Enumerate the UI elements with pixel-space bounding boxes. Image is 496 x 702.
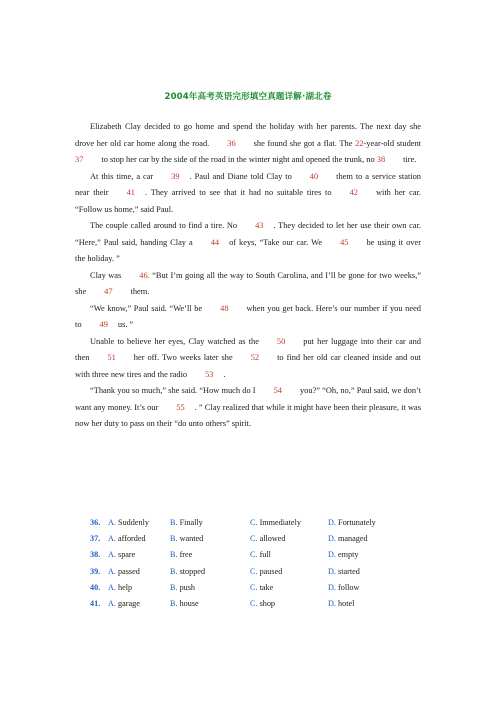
option-a xyxy=(108,564,170,580)
option-text: allowed xyxy=(259,534,286,544)
option-letter: C. xyxy=(250,534,260,544)
text: -year-old student xyxy=(363,138,421,148)
blank-49: 49 xyxy=(99,320,108,329)
blank-50: 50 xyxy=(276,336,286,346)
option-c xyxy=(250,531,328,547)
option-d xyxy=(328,580,388,596)
option-text: Fortunately xyxy=(338,518,376,527)
text: to find her old car cleaned inside and out with three new tires and the radio xyxy=(75,353,421,379)
option-text: Immediately xyxy=(259,518,301,527)
option-row-39 xyxy=(90,564,410,580)
blank-37: 37 xyxy=(75,155,84,164)
option-d xyxy=(328,531,388,547)
blank-45: 45 xyxy=(340,237,349,247)
option-text: take xyxy=(259,582,274,592)
blank-44: 44 xyxy=(210,237,220,247)
paragraph-1 xyxy=(75,119,421,169)
blank-54: 54 xyxy=(273,386,282,395)
text: Unable to believe her eyes, Clay watched as the xyxy=(90,336,259,346)
option-b xyxy=(170,515,250,531)
option-text: Finally xyxy=(179,518,203,527)
option-a xyxy=(108,531,170,547)
option-text: hotel xyxy=(338,599,355,609)
option-letter: C. xyxy=(250,582,260,592)
option-letter: B. xyxy=(170,566,180,576)
option-letter: D. xyxy=(328,599,339,609)
option-letter: D. xyxy=(328,566,339,576)
option-text: full xyxy=(259,550,271,560)
text: put her luggage into their car and then xyxy=(75,336,421,362)
text: she found she got a flat. The xyxy=(253,138,356,148)
option-letter: D. xyxy=(328,550,339,560)
text: The couple called around to find a tire. No xyxy=(90,221,238,230)
option-d xyxy=(328,564,388,580)
blank-46: 46. xyxy=(139,270,150,280)
option-letter: A. xyxy=(108,599,119,609)
option-letter: C. xyxy=(250,599,260,609)
option-letter: D. xyxy=(328,534,339,544)
option-text: shop xyxy=(259,599,276,609)
text: . They arrived to see that it had no suitable tires to xyxy=(144,188,332,197)
option-row-41 xyxy=(90,596,410,612)
option-text: paused xyxy=(259,566,283,576)
blank-55: 55 xyxy=(176,402,185,412)
question-number: 39. xyxy=(90,566,101,576)
text: . xyxy=(223,369,226,379)
text: “But I’m going all the way to South Carolina, and I’ll be gone for two weeks,” she xyxy=(75,270,422,296)
option-text: started xyxy=(338,566,360,576)
option-letter: B. xyxy=(170,582,180,592)
option-letter: C. xyxy=(250,518,260,527)
option-letter: C. xyxy=(250,566,260,576)
highlight-22: 22 xyxy=(355,138,364,148)
page-title: 2004年高考英语完形填空真题详解·湖北卷 xyxy=(164,92,332,102)
option-letter: A. xyxy=(108,566,119,576)
text: . They decided to let her use their own car. “Here,” Paul said, handing Clay a xyxy=(75,221,421,247)
blank-53: 53 xyxy=(205,369,214,379)
option-c xyxy=(250,564,328,580)
option-a xyxy=(108,547,170,563)
option-letter: B. xyxy=(170,534,180,544)
option-letter: A. xyxy=(108,534,119,544)
blank-48: 48 xyxy=(220,303,229,313)
option-b xyxy=(170,531,250,547)
options-list xyxy=(90,515,410,612)
blank-42: 42 xyxy=(349,188,358,197)
option-d xyxy=(328,547,388,563)
option-text: help xyxy=(118,582,133,592)
blank-38: 38 xyxy=(376,155,386,164)
option-text: free xyxy=(179,550,193,560)
option-letter: A. xyxy=(108,518,119,527)
option-text: push xyxy=(179,582,196,592)
paragraph-3 xyxy=(75,218,421,268)
blank-47: 47 xyxy=(104,287,113,296)
blank-51: 51 xyxy=(107,353,116,362)
text: of keys, “Take our car. We xyxy=(229,237,323,247)
option-c xyxy=(250,547,328,563)
option-letter: D. xyxy=(328,518,339,527)
option-b xyxy=(170,564,250,580)
paragraph-7 xyxy=(75,383,421,433)
text: “We know,” Paul said. “We’ll be xyxy=(90,303,203,313)
paragraph-2 xyxy=(75,169,421,219)
text: her off. Two weeks later she xyxy=(133,353,233,362)
option-letter: B. xyxy=(170,599,180,609)
option-letter: D. xyxy=(328,582,339,592)
text: them to a service station near their xyxy=(75,171,421,197)
text: Elizabeth Clay decided to go home and spend the holiday with her parents. The next day she drove her old car home along the road. xyxy=(75,122,421,148)
question-number: 41. xyxy=(90,599,101,609)
option-row-37 xyxy=(90,531,410,547)
question-number: 38. xyxy=(90,550,101,560)
option-row-36 xyxy=(90,515,410,531)
option-c xyxy=(250,515,328,531)
option-text: passed xyxy=(118,566,140,576)
text: them. xyxy=(130,287,150,296)
option-text: stopped xyxy=(179,566,206,576)
option-text: managed xyxy=(338,534,368,544)
question-number: 37. xyxy=(90,534,101,544)
option-c xyxy=(250,596,328,612)
option-text: spare xyxy=(118,550,136,560)
blank-36: 36 xyxy=(227,138,236,148)
option-text: garage xyxy=(118,599,140,609)
option-d xyxy=(328,515,388,531)
option-text: empty xyxy=(338,550,359,560)
option-text: Suddenly xyxy=(118,518,149,527)
text: Clay was xyxy=(90,270,122,280)
option-letter: B. xyxy=(170,550,180,560)
option-b xyxy=(170,596,250,612)
text: At this time, a car xyxy=(90,171,154,181)
option-row-38 xyxy=(90,547,410,563)
blank-40: 40 xyxy=(309,171,319,181)
passage xyxy=(75,119,421,433)
option-letter: A. xyxy=(108,550,119,560)
question-number: 40. xyxy=(90,582,101,592)
option-text: follow xyxy=(338,582,360,592)
option-a xyxy=(108,515,170,531)
paragraph-4 xyxy=(75,268,421,301)
paragraph-6 xyxy=(75,334,421,384)
option-letter: A. xyxy=(108,582,119,592)
text: us. ” xyxy=(117,320,134,329)
text: . ” Clay realized that while it might have been their pleasure, it was now her duty to pass on their “do unto others” spirit. xyxy=(75,402,421,428)
blank-43: 43 xyxy=(255,221,264,230)
text: to stop her car by the side of the road in the winter night and opened the trunk, no xyxy=(101,155,377,164)
text: when you get back. Here’s our number if you need to xyxy=(75,303,421,329)
option-a xyxy=(108,580,170,596)
text: “Thank you so much,” she said. “How much do I xyxy=(90,386,256,395)
text: be using it over the holiday. ” xyxy=(75,237,421,263)
option-text: house xyxy=(179,599,199,609)
option-text: wanted xyxy=(179,534,204,544)
option-a xyxy=(108,596,170,612)
option-b xyxy=(170,547,250,563)
option-row-40 xyxy=(90,580,410,596)
question-number: 36. xyxy=(90,518,101,527)
option-d xyxy=(328,596,388,612)
blank-39: 39 xyxy=(171,171,180,181)
option-b xyxy=(170,580,250,596)
text: . Paul and Diane told Clay to xyxy=(189,171,292,181)
text: tire. xyxy=(403,155,417,164)
blank-41: 41 xyxy=(126,188,135,197)
text: with her car. “Follow us home,” said Paul. xyxy=(75,188,422,214)
text: you?” “Oh, no,” Paul said, we don’t want any money. It’s our xyxy=(75,386,422,412)
option-c xyxy=(250,580,328,596)
option-letter: B. xyxy=(170,518,180,527)
blank-52: 52 xyxy=(250,353,260,362)
option-text: afforded xyxy=(118,534,146,544)
option-letter: C. xyxy=(250,550,260,560)
paragraph-5 xyxy=(75,301,421,334)
